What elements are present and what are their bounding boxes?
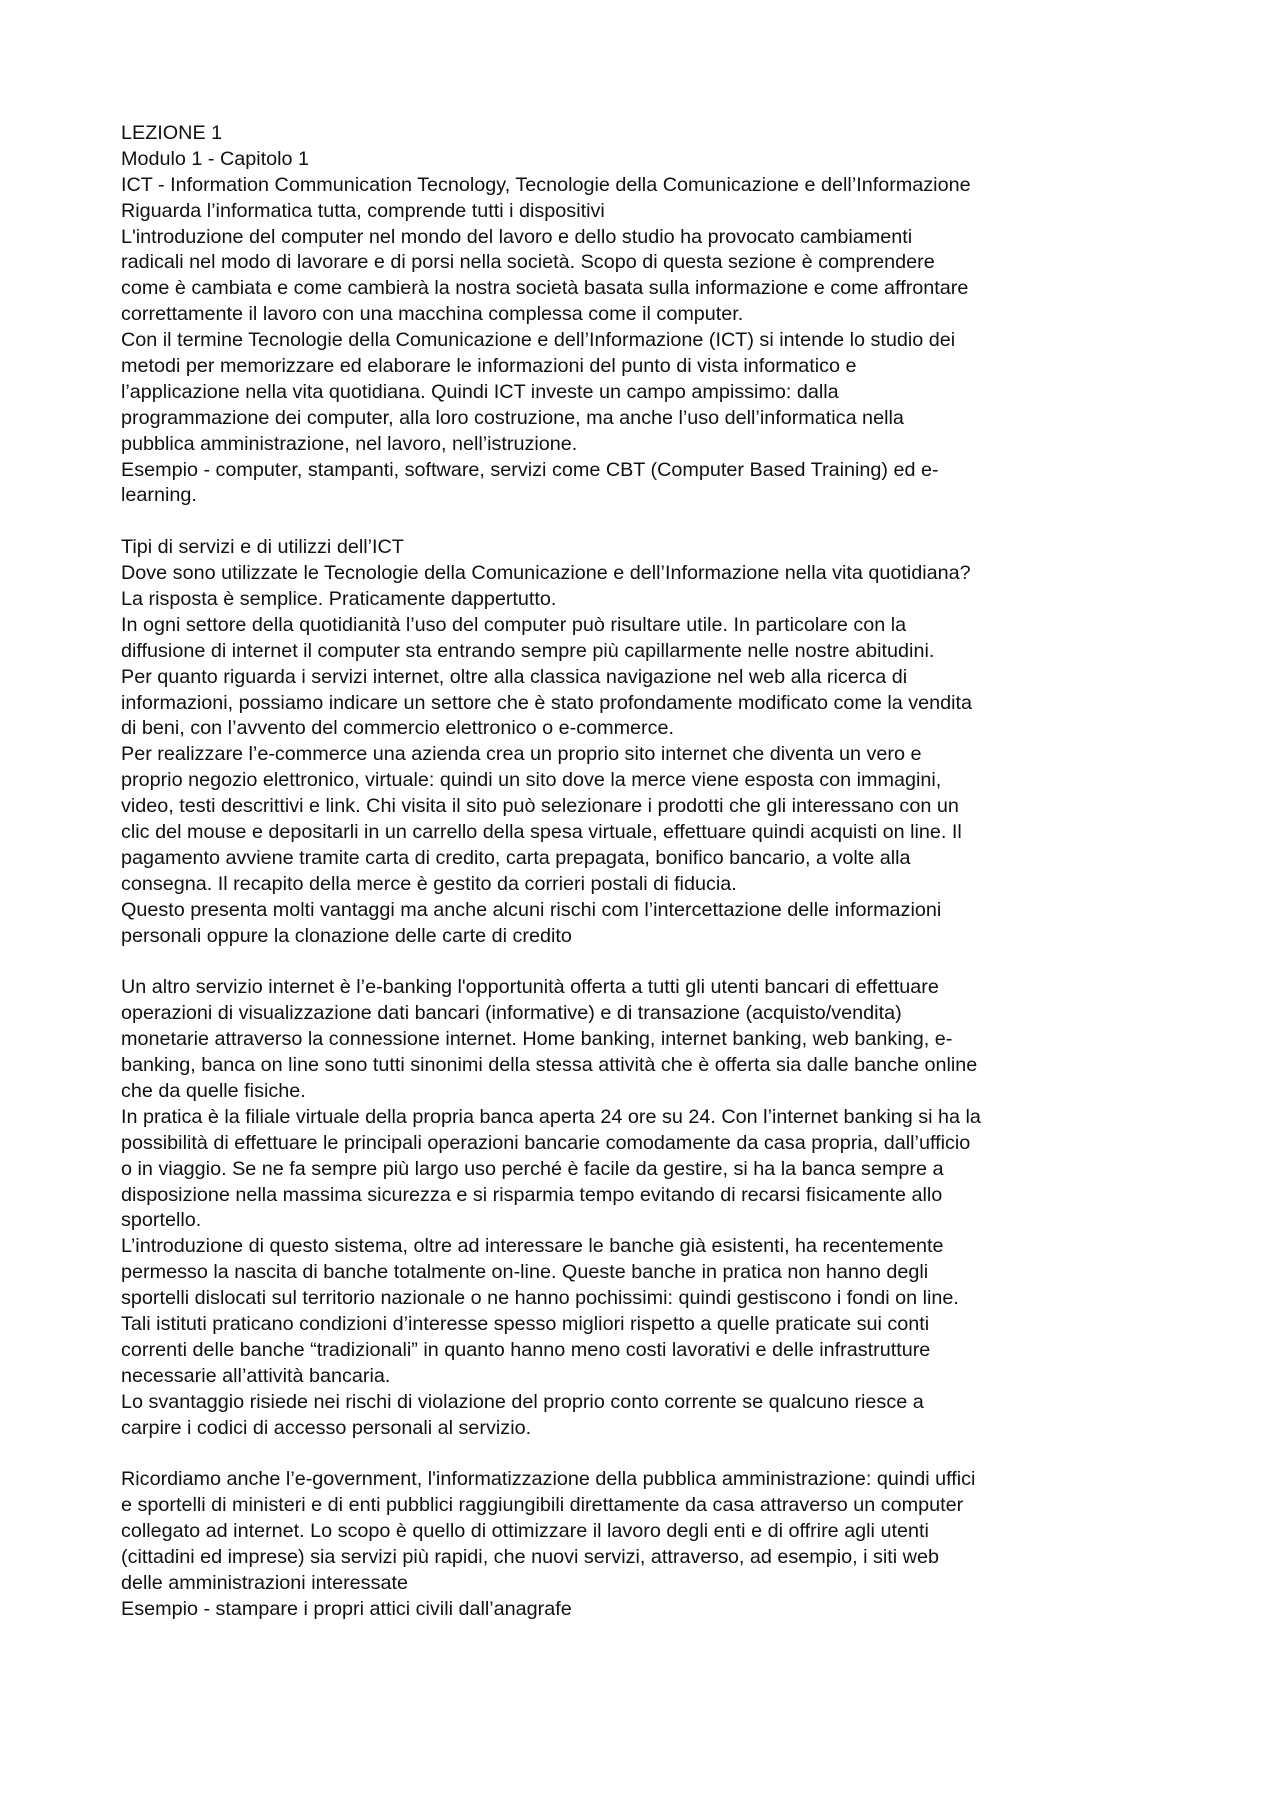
text-line: learning. (121, 484, 197, 507)
text-line: delle amministrazioni interessate (121, 1571, 408, 1594)
text-line: disposizione nella massima sicurezza e si risparmia tempo evitando di recarsi fisicamente allo (121, 1183, 943, 1206)
text-line: di beni, con l’avvento del commercio elettronico o e-commerce. (121, 717, 675, 740)
text-line: o in viaggio. Se ne fa sempre più largo uso perché è facile da gestire, si ha la banca sempre a (121, 1157, 944, 1180)
text-line: Esempio - computer, stampanti, software, servizi come CBT (Computer Based Training) ed e- (121, 458, 939, 481)
text-line: sportello. (121, 1209, 202, 1232)
text-line: Dove sono utilizzate le Tecnologie della Comunicazione e dell’Informazione nella vita quotidiana? (121, 562, 971, 585)
text-line: banking, banca on line sono tutti sinonimi della stessa attività che è offerta sia dalle banche online (121, 1054, 978, 1077)
text-line: Questo presenta molti vantaggi ma anche alcuni rischi com l’intercettazione delle informazioni (121, 898, 942, 921)
text-line: che da quelle fisiche. (121, 1079, 306, 1102)
text-line: consegna. Il recapito della merce è gestito da corrieri postali di fiducia. (121, 872, 737, 895)
text-line: Modulo 1 - Capitolo 1 (121, 147, 310, 170)
text-line: LEZIONE 1 (121, 122, 223, 144)
text-line: informazioni, possiamo indicare un settore che è stato profondamente modificato come la vendita (121, 691, 973, 714)
blank-line (121, 950, 1171, 976)
text-line: e sportelli di ministeri e di enti pubblici raggiungibili direttamente da casa attraverso un computer (121, 1494, 964, 1517)
text-line: clic del mouse e depositarli in un carrello della spesa virtuale, effettuare quindi acquisti on line. Il (121, 821, 962, 844)
text-line: video, testi descrittivi e link. Chi visita il sito può selezionare i prodotti che gli interessano con un (121, 795, 959, 818)
text-line: personali oppure la clonazione delle carte di credito (121, 924, 572, 947)
document-page (121, 121, 1171, 1623)
text-line: permesso la nascita di banche totalmente on-line. Queste banche in pratica non hanno degli (121, 1261, 929, 1284)
text-line: diffusione di internet il computer sta entrando sempre più capillarmente nelle nostre abitudini. (121, 639, 935, 662)
text-line: pubblica amministrazione, nel lavoro, nell’istruzione. (121, 432, 578, 455)
text-line: correnti delle banche “tradizionali” in quanto hanno meno costi lavorativi e delle infrastrutture (121, 1338, 931, 1361)
text-line: Tali istituti praticano condizioni d’interesse spesso migliori rispetto a quelle praticate sui conti (121, 1312, 930, 1335)
text-line: L’introduzione di questo sistema, oltre ad interessare le banche già esistenti, ha recentemente (121, 1235, 944, 1258)
text-line: Un altro servizio internet è l’e-banking l'opportunità offerta a tutti gli utenti bancari di effettuare (121, 976, 939, 999)
text-line: radicali nel modo di lavorare e di porsi nella società. Scopo di questa sezione è comprendere (121, 251, 935, 274)
text-line: Per realizzare l’e-commerce una azienda crea un proprio sito internet che diventa un vero e (121, 743, 922, 766)
text-line: sportelli dislocati sul territorio nazionale o ne hanno pochissimi: quindi gestiscono i fondi on line. (121, 1287, 959, 1310)
text-line: collegato ad internet. Lo scopo è quello di ottimizzare il lavoro degli enti e di offrire agli utenti (121, 1520, 929, 1543)
text-line: In ogni settore della quotidianità l’uso del computer può risultare utile. In particolare con la (121, 613, 907, 636)
text-line: (cittadini ed imprese) sia servizi più rapidi, che nuovi servizi, attraverso, ad esempio, i siti web (121, 1545, 939, 1568)
text-line: pagamento avviene tramite carta di credito, carta prepagata, bonifico bancario, a volte alla (121, 846, 911, 869)
text-line: Esempio - stampare i propri attici civili dall’anagrafe (121, 1597, 572, 1620)
text-line: L'introduzione del computer nel mondo del lavoro e dello studio ha provocato cambiamenti (121, 225, 913, 248)
blank-line (121, 509, 1171, 535)
text-line: Tipi di servizi e di utilizzi dell’ICT (121, 536, 404, 559)
text-line: operazioni di visualizzazione dati bancari (informative) e di transazione (acquisto/vendita) (121, 1002, 902, 1025)
text-line: Lo svantaggio risiede nei rischi di violazione del proprio conto corrente se qualcuno riesce a (121, 1390, 924, 1413)
text-line: In pratica è la filiale virtuale della propria banca aperta 24 ore su 24. Con l’internet banking si ha la (121, 1105, 981, 1128)
text-line: correttamente il lavoro con una macchina complessa come il computer. (121, 303, 744, 326)
text-line: programmazione dei computer, alla loro costruzione, ma anche l’uso dell’informatica nella (121, 406, 904, 429)
text-line: Ricordiamo anche l’e-government, l'informatizzazione della pubblica amministrazione: quindi uffici (121, 1468, 976, 1491)
blank-line (121, 1441, 1171, 1467)
text-line: ICT - Information Communication Tecnology, Tecnologie della Comunicazione e dell’Informazione (121, 173, 971, 196)
text-line: proprio negozio elettronico, virtuale: quindi un sito dove la merce viene esposta con immagini, (121, 769, 942, 792)
text-line: Riguarda l’informatica tutta, comprende tutti i dispositivi (121, 199, 605, 222)
text-line: La risposta è semplice. Praticamente dappertutto. (121, 588, 557, 611)
text-line: come è cambiata e come cambierà la nostra società basata sulla informazione e come affrontare (121, 277, 969, 300)
text-line: necessarie all’attività bancaria. (121, 1364, 391, 1387)
text-line: carpire i codici di accesso personali al servizio. (121, 1416, 532, 1439)
text-line: Con il termine Tecnologie della Comunicazione e dell’Informazione (ICT) si intende lo studio dei (121, 329, 956, 352)
text-line: Per quanto riguarda i servizi internet, oltre alla classica navigazione nel web alla ricerca di (121, 665, 908, 688)
text-line: possibilità di effettuare le principali operazioni bancarie comodamente da casa propria, dall’ufficio (121, 1131, 971, 1154)
text-line: l’applicazione nella vita quotidiana. Quindi ICT investe un campo ampissimo: dalla (121, 380, 839, 403)
text-line: monetarie attraverso la connessione internet. Home banking, internet banking, web banking, e- (121, 1028, 953, 1051)
text-line: metodi per memorizzare ed elaborare le informazioni del punto di vista informatico e (121, 355, 857, 378)
